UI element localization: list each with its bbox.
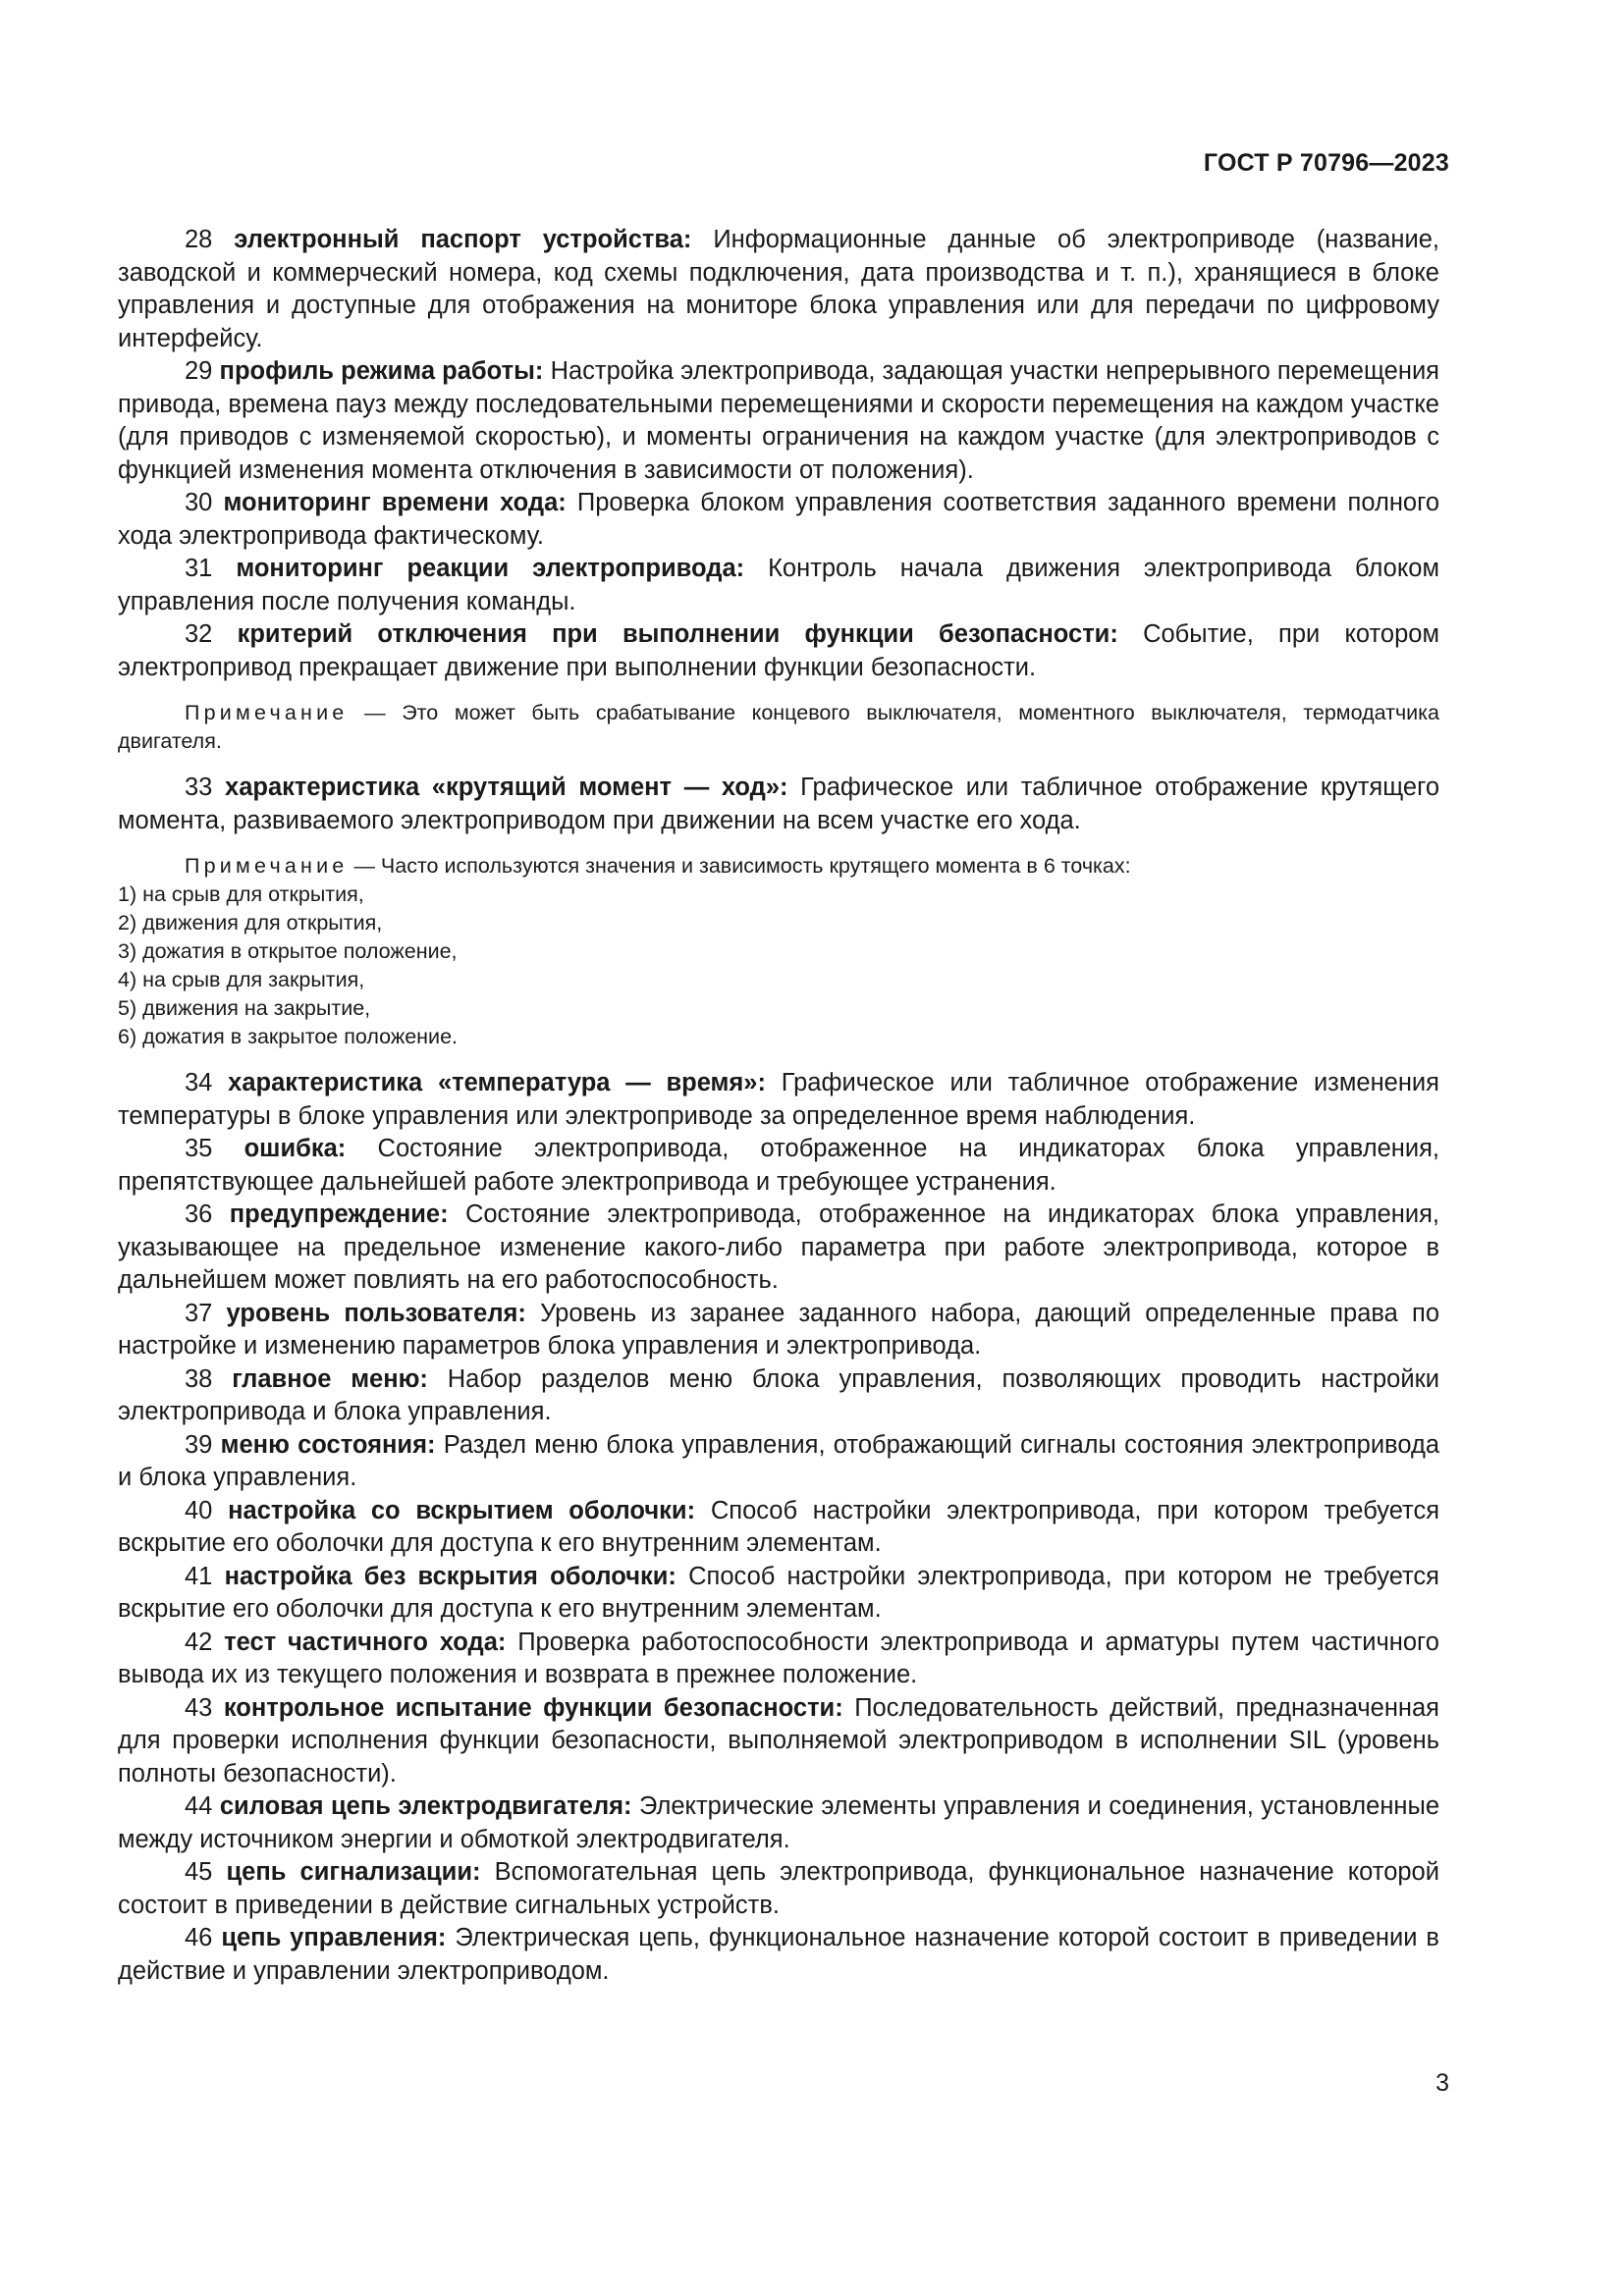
term-33	[118, 772, 1439, 837]
term-number: 28	[185, 226, 213, 253]
term-number: 31	[185, 555, 213, 582]
term-title: ошибка:	[244, 1135, 347, 1162]
term-definition: Раздел меню блока управления, отображающий сигналы состояния электропривода и блока управления.	[118, 1430, 1440, 1491]
term-definition: Электрическая цепь, функциональное назначение которой состоит в приведении в действие и управлении электроприводом.	[118, 1924, 1439, 1985]
term-41	[118, 1561, 1439, 1627]
term-number: 36	[185, 1201, 213, 1228]
term-number: 35	[185, 1135, 213, 1162]
term-29	[118, 355, 1439, 487]
term-34	[118, 1067, 1439, 1133]
note-text: — Часто используются значения и зависимость крутящего момента в 6 точках:	[353, 854, 1131, 878]
standard-code-header: ГОСТ Р 70796—2023	[1203, 149, 1449, 177]
term-number: 37	[185, 1299, 213, 1327]
term-45	[118, 1856, 1439, 1922]
term-36	[118, 1199, 1439, 1298]
term-44	[118, 1790, 1439, 1856]
term-title: характеристика «температура — время»:	[228, 1069, 766, 1096]
term-number: 42	[185, 1628, 213, 1656]
term-28	[118, 224, 1439, 355]
term-definition: Набор разделов меню блока управления, позволяющих проводить настройки электропривода и блока управления.	[118, 1364, 1439, 1425]
term-30	[118, 487, 1439, 553]
note-list	[118, 881, 1439, 1051]
term-37	[118, 1298, 1439, 1363]
term-title: контрольное испытание функции безопасности:	[223, 1693, 843, 1722]
note-list-item: 2) движения для открытия,	[118, 911, 383, 934]
note-label: Примечание	[185, 854, 349, 878]
term-35	[118, 1133, 1439, 1199]
term-definition: Состояние электропривода, отображенное на индикаторах блока управления, препятствующее дальнейшей работе электропривода и требующее устранения.	[118, 1135, 1439, 1196]
term-title: электронный паспорт устройства:	[234, 226, 692, 253]
term-number: 32	[185, 620, 213, 648]
term-number: 44	[185, 1792, 213, 1820]
term-42	[118, 1627, 1439, 1692]
term-title: настройка со вскрытием оболочки:	[228, 1496, 696, 1524]
term-number: 46	[185, 1924, 213, 1951]
term-title: тест частичного хода:	[224, 1628, 507, 1656]
term-definition: Способ настройки электропривода, при котором требуется вскрытие его оболочки для доступа к его внутренним элементам.	[118, 1496, 1439, 1557]
term-number: 41	[185, 1562, 213, 1590]
term-definition: Состояние электропривода, отображенное на индикаторах блока управления, указывающее на предельное изменение какого-либо параметра при работе электропривода, которое в дальнейшем может повлиять на его работоспособность.	[118, 1201, 1439, 1294]
term-definition: Электрические элементы управления и соединения, установленные между источником энергии и обмоткой электродвигателя.	[118, 1792, 1439, 1853]
term-43	[118, 1692, 1439, 1791]
term-title: уровень пользователя:	[226, 1299, 526, 1327]
term-definition: Способ настройки электропривода, при котором не требуется вскрытие его оболочки для доступа к его внутренним элементам.	[118, 1562, 1439, 1623]
term-definition: Вспомогательная цепь электропривода, функциональное назначение которой состоит в приведении в действие сигнальных устройств.	[118, 1858, 1439, 1919]
terms-content	[118, 224, 1439, 1988]
term-number: 40	[185, 1496, 213, 1524]
term-number: 29	[185, 357, 213, 385]
term-title: цепь управления:	[221, 1924, 447, 1951]
term-title: силовая цепь электродвигателя:	[219, 1792, 632, 1820]
term-title: профиль режима работы:	[219, 357, 544, 385]
term-39	[118, 1429, 1439, 1495]
note-list-item: 5) движения на закрытие,	[118, 996, 371, 1020]
note-text: — Это может быть срабатывание концевого выключателя, моментного выключателя, термодатчика двигателя.	[118, 701, 1439, 753]
term-title: мониторинг времени хода:	[223, 489, 567, 516]
note-label: Примечание	[185, 701, 349, 724]
term-title: главное меню:	[232, 1364, 428, 1393]
term-title: настройка без вскрытия оболочки:	[224, 1562, 677, 1590]
term-definition: Проверка блоком управления соответствия заданного времени полного хода электропривода фактическому.	[118, 489, 1440, 550]
term-31	[118, 553, 1439, 618]
term-number: 43	[185, 1693, 213, 1722]
term-definition: Последовательность действий, предназначенная для проверки исполнения функции безопасности, выполняемой электроприводом в исполнении SIL (уровень полноты безопасности).	[118, 1693, 1439, 1788]
note-term-33	[118, 852, 1439, 1051]
term-title: критерий отключения при выполнении функции безопасности:	[237, 620, 1118, 648]
term-definition: Проверка работоспособности электропривода и арматуры путем частичного вывода их из текущего положения и возврата в прежнее положение.	[118, 1628, 1439, 1688]
term-definition: Контроль начала движения электропривода блоком управления после получения команды.	[118, 555, 1440, 615]
page-number: 3	[1435, 2069, 1449, 2097]
term-number: 34	[185, 1069, 213, 1096]
term-46	[118, 1922, 1439, 1988]
note-paragraph	[118, 699, 1439, 756]
term-number: 33	[185, 774, 213, 801]
term-definition: Графическое или табличное отображение крутящего момента, развиваемого электроприводом при движении на всем участке его хода.	[118, 774, 1439, 834]
term-definition: Графическое или табличное отображение изменения температуры в блоке управления или электроприводе за определенное время наблюдения.	[118, 1069, 1439, 1130]
term-number: 45	[185, 1858, 213, 1886]
term-title: цепь сигнализации:	[226, 1858, 481, 1886]
term-definition: Информационные данные об электроприводе (название, заводской и коммерческий номера, код схемы подключения, дата производства и т. п.), хранящиеся в блоке управления и доступные для отображения на мониторе блока управления или для передачи по цифровому интерфейсу.	[118, 226, 1439, 352]
term-40	[118, 1495, 1439, 1561]
term-number: 39	[185, 1430, 213, 1459]
note-list-item: 3) дожатия в открытое положение,	[118, 939, 458, 963]
term-number: 30	[185, 489, 213, 516]
note-list-item: 1) на срыв для открытия,	[118, 882, 364, 906]
note-term-32	[118, 699, 1439, 756]
term-definition: Уровень из заранее заданного набора, дающий определенные права по настройке и изменению параметров блока управления и электропривода.	[118, 1299, 1439, 1360]
note-list-item: 6) дожатия в закрытое положение.	[118, 1025, 458, 1048]
term-38	[118, 1363, 1439, 1429]
term-number: 38	[185, 1364, 213, 1393]
term-title: меню состояния:	[220, 1430, 436, 1459]
term-title: мониторинг реакции электропривода:	[236, 555, 745, 582]
term-32	[118, 618, 1439, 684]
term-title: характеристика «крутящий момент — ход»:	[225, 774, 788, 801]
note-paragraph	[118, 852, 1439, 881]
term-title: предупреждение:	[229, 1201, 449, 1228]
term-definition: Настройка электропривода, задающая участки непрерывного перемещения привода, времена пауз между последовательными перемещениями и скорости перемещения на каждом участке (для приводов с изменяемой скоростью), и моменты ограничения на каждом участке (для электроприводов с функцией изменения момента отключения в зависимости от положения).	[118, 357, 1439, 484]
note-list-item: 4) на срыв для закрытия,	[118, 968, 365, 991]
term-definition: Событие, при котором электропривод прекращает движение при выполнении функции безопасности.	[118, 620, 1439, 681]
